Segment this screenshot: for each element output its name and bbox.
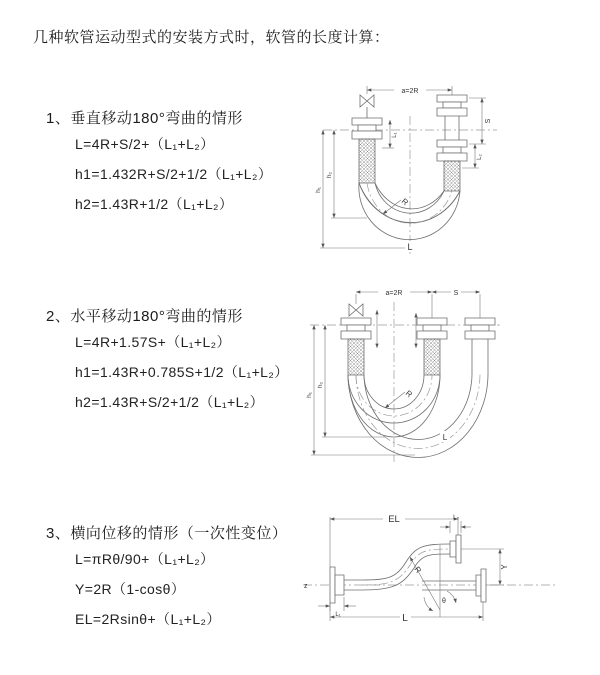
center-lines bbox=[323, 116, 497, 254]
section-1-heading: 1、垂直移动180°弯曲的情形 bbox=[46, 110, 243, 127]
braid-section bbox=[348, 339, 364, 375]
braid-section bbox=[444, 161, 460, 191]
dim-label-h2: h₂ bbox=[317, 381, 324, 389]
section-horizontal-movement bbox=[46, 305, 289, 417]
formula-length: L=πRθ/90+（L₁+L₂） bbox=[75, 551, 215, 567]
dim-label-h2: h₂ bbox=[326, 171, 333, 179]
dimension-s bbox=[432, 288, 480, 297]
length-label: L bbox=[407, 242, 413, 252]
length-label: L bbox=[442, 433, 448, 442]
dim-label-s: S bbox=[485, 118, 492, 124]
section-2-heading: 2、水平移动180°弯曲的情形 bbox=[46, 308, 243, 325]
formula-h2: h2=1.43R+1/2（L₁+L₂） bbox=[75, 196, 234, 212]
radius-label: R bbox=[412, 564, 424, 575]
dim-label-a2r: a=2R bbox=[385, 290, 403, 297]
dimension-a2r bbox=[356, 288, 480, 318]
radius-label: R bbox=[403, 388, 414, 400]
dimension-l bbox=[330, 602, 483, 624]
diagram-vertical-180-bend bbox=[315, 78, 600, 260]
formula-h1: h1=1.43R+0.785S+1/2（L₁+L₂） bbox=[75, 364, 289, 380]
dim-label-l: L bbox=[402, 613, 408, 624]
formula-h1: h1=1.432R+S/2+1/2（L₁+L₂） bbox=[75, 166, 273, 182]
pipe-break-mark: z bbox=[304, 583, 308, 590]
formula-h2: h2=1.43R+S/2+1/2（L₁+L₂） bbox=[75, 394, 265, 410]
dimension-l1 bbox=[318, 597, 356, 618]
upper-right-flange bbox=[450, 535, 461, 563]
formula-length: L=4R+1.57S+（L₁+L₂） bbox=[75, 334, 231, 350]
dim-label-y: Y bbox=[500, 564, 509, 570]
right-riser-flange bbox=[437, 95, 467, 191]
dim-label-a2r: a=2R bbox=[401, 88, 419, 95]
formula-el: EL=2Rsinθ+（L₁+L₂） bbox=[75, 611, 221, 627]
dimension-l2 bbox=[440, 515, 471, 533]
section-3-heading: 3、横向位移的情形（一次性变位） bbox=[46, 525, 288, 542]
dim-label-el: EL bbox=[388, 514, 400, 525]
right-riser-flange bbox=[465, 318, 495, 372]
dimension-a2r bbox=[367, 86, 452, 95]
length-label-group bbox=[405, 241, 415, 252]
dim-label-h1: h₁ bbox=[315, 187, 322, 193]
left-riser-flange bbox=[352, 118, 382, 183]
theta-label: θ bbox=[442, 598, 446, 605]
dimension-s bbox=[469, 98, 492, 144]
section-lateral-displacement bbox=[46, 522, 287, 634]
hose-s-curve bbox=[362, 544, 450, 590]
section-vertical-movement bbox=[46, 107, 272, 219]
dim-label-h1: h₁ bbox=[306, 392, 313, 398]
dim-label-l1: L₁ bbox=[392, 132, 398, 138]
dim-label-l2: L₂ bbox=[477, 154, 483, 160]
formula-y: Y=2R（1-cosθ） bbox=[75, 581, 186, 597]
end-length-dims bbox=[377, 310, 416, 348]
valve-icon bbox=[349, 304, 363, 316]
dim-label-s: S bbox=[453, 290, 459, 297]
radius-callout bbox=[385, 389, 414, 408]
length-label-group bbox=[440, 431, 450, 442]
formula-length: L=4R+S/2+（L₁+L₂） bbox=[75, 136, 215, 152]
braid-section bbox=[424, 339, 440, 375]
radius-label: R bbox=[399, 196, 410, 208]
dimension-l1 bbox=[382, 120, 398, 148]
diagram-lateral-displacement bbox=[300, 505, 600, 655]
braid-section bbox=[359, 139, 375, 183]
middle-riser-flange bbox=[417, 318, 447, 375]
page-title: 几种软管运动型式的安装方式时，软管的长度计算： bbox=[33, 29, 390, 46]
hose-arcs bbox=[348, 372, 488, 458]
dimension-el bbox=[330, 512, 458, 567]
left-riser-flange bbox=[341, 318, 371, 375]
diagram-horizontal-180-bend bbox=[305, 280, 600, 472]
dim-label-l2: L₂ bbox=[453, 515, 459, 521]
dim-label-l1: L₁ bbox=[335, 612, 341, 618]
hose-arcs bbox=[359, 183, 460, 240]
valve-icon bbox=[360, 95, 374, 118]
original-position-pipe bbox=[422, 569, 486, 602]
